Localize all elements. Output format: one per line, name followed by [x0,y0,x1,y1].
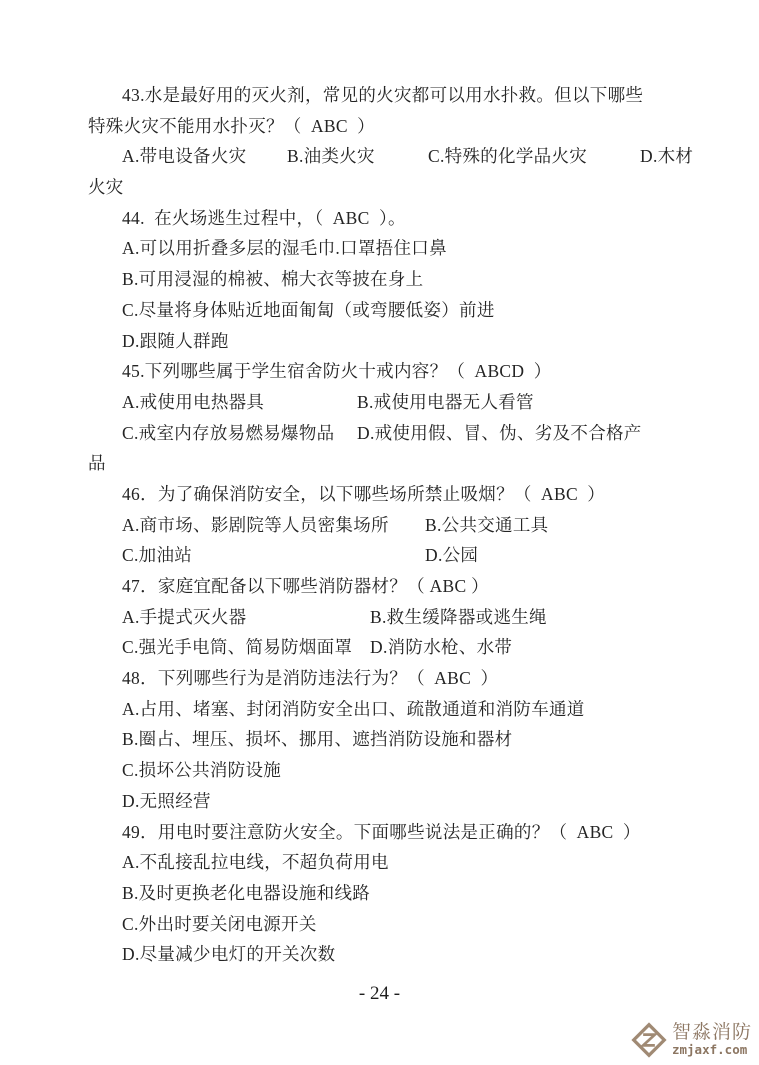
diamond-z-logo-icon [631,1022,667,1058]
text-segment: B.戒使用电器无人看管 [357,391,534,412]
text-segment: A.手提式灭火器 [122,606,247,627]
brand-text-block [672,1023,752,1057]
text-segment: C.强光手电筒、简易防烟面罩 [122,637,353,658]
text-segment: 46．为了确保消防安全，以下哪些场所禁止吸烟？（ ABC ） [122,483,606,504]
question-45-line [88,418,700,449]
text-segment: A.商市场、影剧院等人员密集场所 [122,514,389,535]
question-43-line [88,111,700,142]
question-49-line [88,847,700,878]
question-46-line [88,540,700,571]
text-segment: 特殊火灾不能用水扑灭？（ ABC ） [88,115,375,136]
text-segment: D.木材 [640,146,694,167]
question-list [88,80,700,970]
brand-name: 智淼消防 [671,1022,752,1044]
question-43-line [88,141,700,172]
question-44-line [88,203,700,234]
text-segment: D.尽量减少电灯的开关次数 [122,944,336,965]
text-segment: A.可以用折叠多层的湿毛巾.口罩捂住口鼻 [122,238,447,259]
question-48-line [88,694,700,725]
question-48-line [88,755,700,786]
question-49-line [88,878,700,909]
text-segment: B.公共交通工具 [425,514,549,535]
brand-url: zmjaxf.com [671,1042,748,1058]
question-48-line [88,786,700,817]
text-segment: A.带电设备火灾 [122,146,247,167]
text-segment: 43.水是最好用的灭火剂，常见的火灾都可以用水扑救。但以下哪些 [122,85,644,105]
text-segment: 火灾 [88,177,124,198]
question-48-line [88,663,700,694]
page-number: - 24 - [358,983,401,1004]
question-47-line [88,632,700,663]
question-46-line [88,510,700,541]
question-49-line [88,939,700,970]
question-45-line [88,448,700,479]
question-47-line [88,571,700,602]
text-segment: D.无照经营 [122,790,211,811]
question-49-line [88,817,700,848]
text-segment: C.戒室内存放易燃易爆物品 [122,422,335,443]
question-45-line [88,387,700,418]
question-46-line [88,479,700,510]
question-47-line [88,602,700,633]
text-segment: 品 [88,453,106,474]
question-44-line [88,233,700,264]
text-segment: D.戒使用假、冒、伪、劣及不合格产 [357,422,642,443]
text-segment: D.公园 [425,545,479,566]
text-segment: B.圈占、埋压、损坏、挪用、遮挡消防设施和器材 [122,729,513,750]
question-43-line [88,80,700,111]
question-44-line [88,295,700,326]
text-segment: B.可用浸湿的棉被、棉大衣等披在身上 [122,269,424,290]
question-45-line [88,356,700,387]
text-segment: A.不乱接乱拉电线，不超负荷用电 [122,852,389,873]
text-segment: A.戒使用电热器具 [122,391,265,412]
text-segment: C.外出时要关闭电源开关 [122,913,317,934]
text-segment: B.救生缓降器或逃生绳 [370,606,547,627]
text-segment: 49．用电时要注意防火安全。下面哪些说法是正确的？（ ABC ） [122,821,641,842]
brand-watermark [631,1022,752,1058]
text-segment: D.跟随人群跑 [122,330,229,351]
text-segment: 48．下列哪些行为是消防违法行为？（ ABC ） [122,668,499,689]
text-segment: B.油类火灾 [287,146,375,167]
question-44-line [88,326,700,357]
text-segment: A.占用、堵塞、封闭消防安全出口、疏散通道和消防车通道 [122,698,585,719]
text-segment: 45.下列哪些属于学生宿舍防火十戒内容？（ ABCD ） [122,361,552,382]
question-49-line [88,909,700,940]
text-segment: B.及时更换老化电器设施和线路 [122,882,371,903]
text-segment: C.加油站 [122,545,193,566]
question-43-line [88,172,700,203]
text-segment: C.特殊的化学品火灾 [428,146,588,167]
question-44-line [88,264,700,295]
question-48-line [88,724,700,755]
text-segment: D.消防水枪、水带 [370,637,513,658]
text-segment: C.损坏公共消防设施 [122,760,282,781]
text-segment: 44. 在火场逃生过程中，（ ABC ）。 [122,207,406,228]
text-segment: C.尽量将身体贴近地面匍匐（或弯腰低姿）前进 [122,299,495,320]
text-segment: 47．家庭宜配备以下哪些消防器材？（ ABC ） [122,576,489,596]
